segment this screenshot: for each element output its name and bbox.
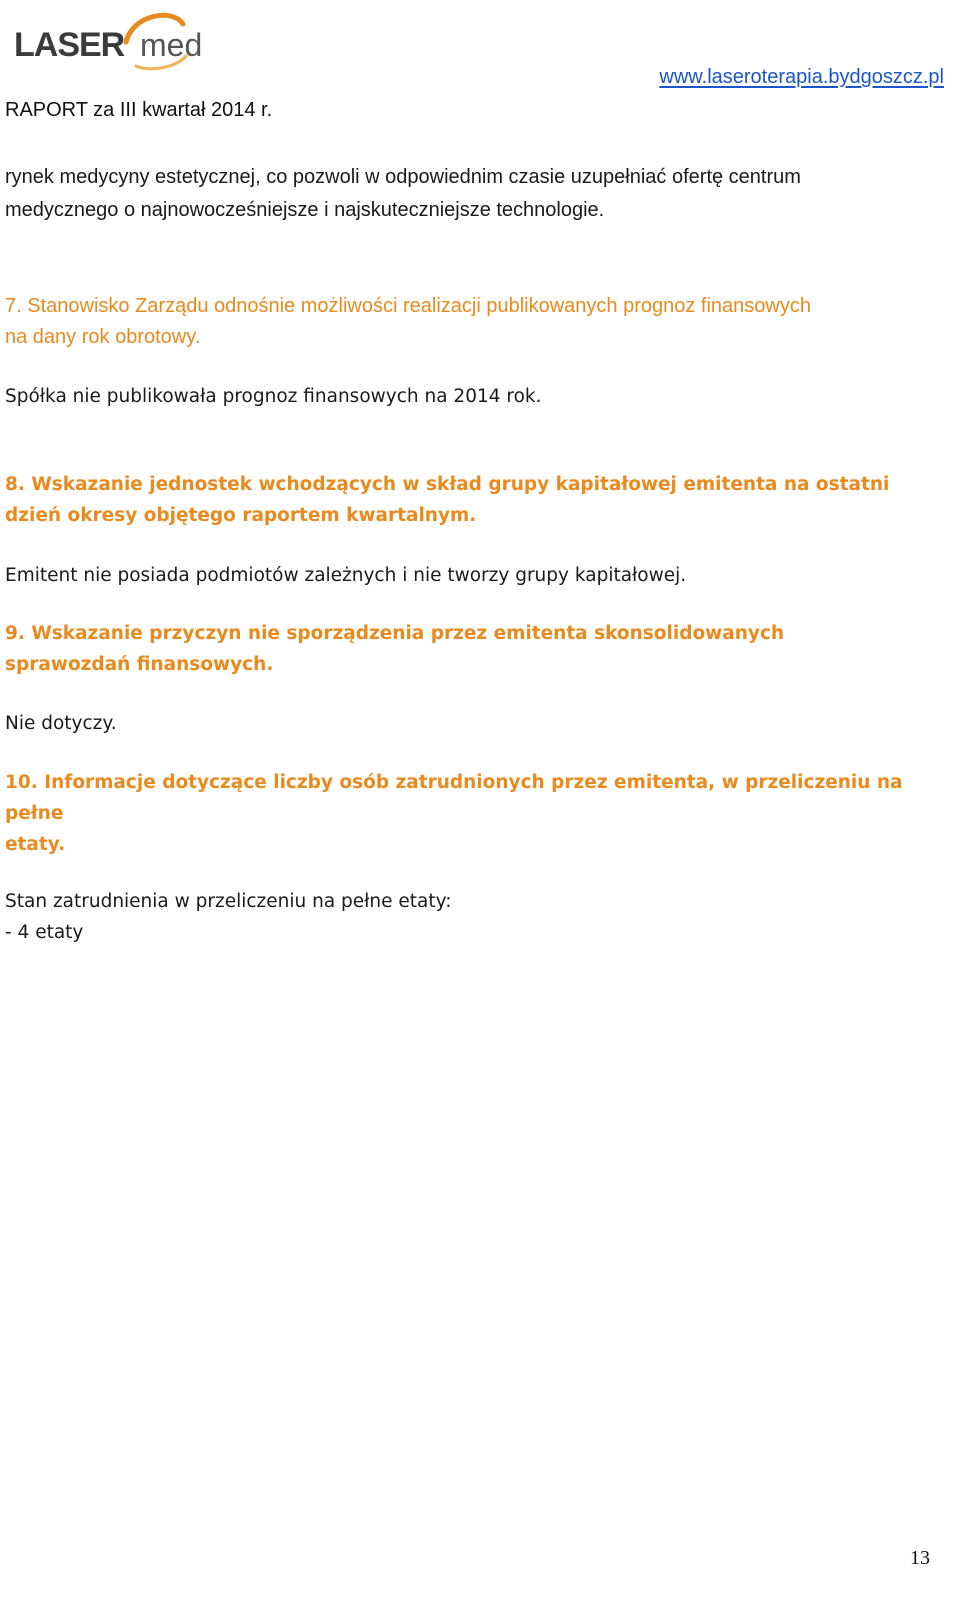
report-title: RAPORT za III kwartał 2014 r. xyxy=(5,99,273,121)
section-8-body: Emitent nie posiada podmiotów zależnych i nie tworzy grupy kapitałowej. xyxy=(5,565,687,586)
section-9-body: Nie dotyczy. xyxy=(5,713,117,734)
section-10-body-line-2: - 4 etaty xyxy=(5,922,84,943)
intro-line-1: rynek medycyny estetycznej, co pozwoli w odpowiednim czasie uzupełniać ofertę centrum xyxy=(5,166,801,188)
section-10-heading-line-3: etaty. xyxy=(5,834,66,855)
laser-med-logo xyxy=(8,8,228,78)
section-8-heading-line-1: 8. Wskazanie jednostek wchodzących w skład grupy kapitałowej emitenta na ostatni xyxy=(5,474,890,495)
section-7-body: Spółka nie publikowała prognoz finansowych na 2014 rok. xyxy=(5,386,542,407)
section-9-heading xyxy=(5,618,950,680)
logo-text-primary: LASER xyxy=(14,26,125,64)
page-number: 13 xyxy=(910,1547,930,1569)
section-10-heading-line-2: pełne xyxy=(5,803,64,824)
logo-text-secondary: med xyxy=(140,27,203,63)
section-7-heading-line-1: 7. Stanowisko Zarządu odnośnie możliwości realizacji publikowanych prognoz finansowych xyxy=(5,295,811,317)
section-10-body xyxy=(5,886,950,948)
intro-paragraph xyxy=(5,161,950,227)
section-10-body-line-1: Stan zatrudnienia w przeliczeniu na pełne etaty: xyxy=(5,891,452,912)
website-link[interactable]: www.laseroterapia.bydgoszcz.pl xyxy=(659,66,944,88)
section-10-heading xyxy=(5,767,950,860)
intro-line-2: medycznego o najnowocześniejsze i najskuteczniejsze technologie. xyxy=(5,199,605,221)
section-8-heading-line-2: dzień okresy objętego raportem kwartalnym. xyxy=(5,505,477,526)
section-10-heading-line-1: 10. Informacje dotyczące liczby osób zatrudnionych przez emitenta, w przeliczeniu na xyxy=(5,772,903,793)
section-7-heading-line-2: na dany rok obrotowy. xyxy=(5,326,201,348)
section-9-heading-line-2: sprawozdań finansowych. xyxy=(5,654,274,675)
section-9-heading-line-1: 9. Wskazanie przyczyn nie sporządzenia przez emitenta skonsolidowanych xyxy=(5,623,785,644)
section-7-heading xyxy=(5,291,950,353)
section-8-heading xyxy=(5,469,950,531)
